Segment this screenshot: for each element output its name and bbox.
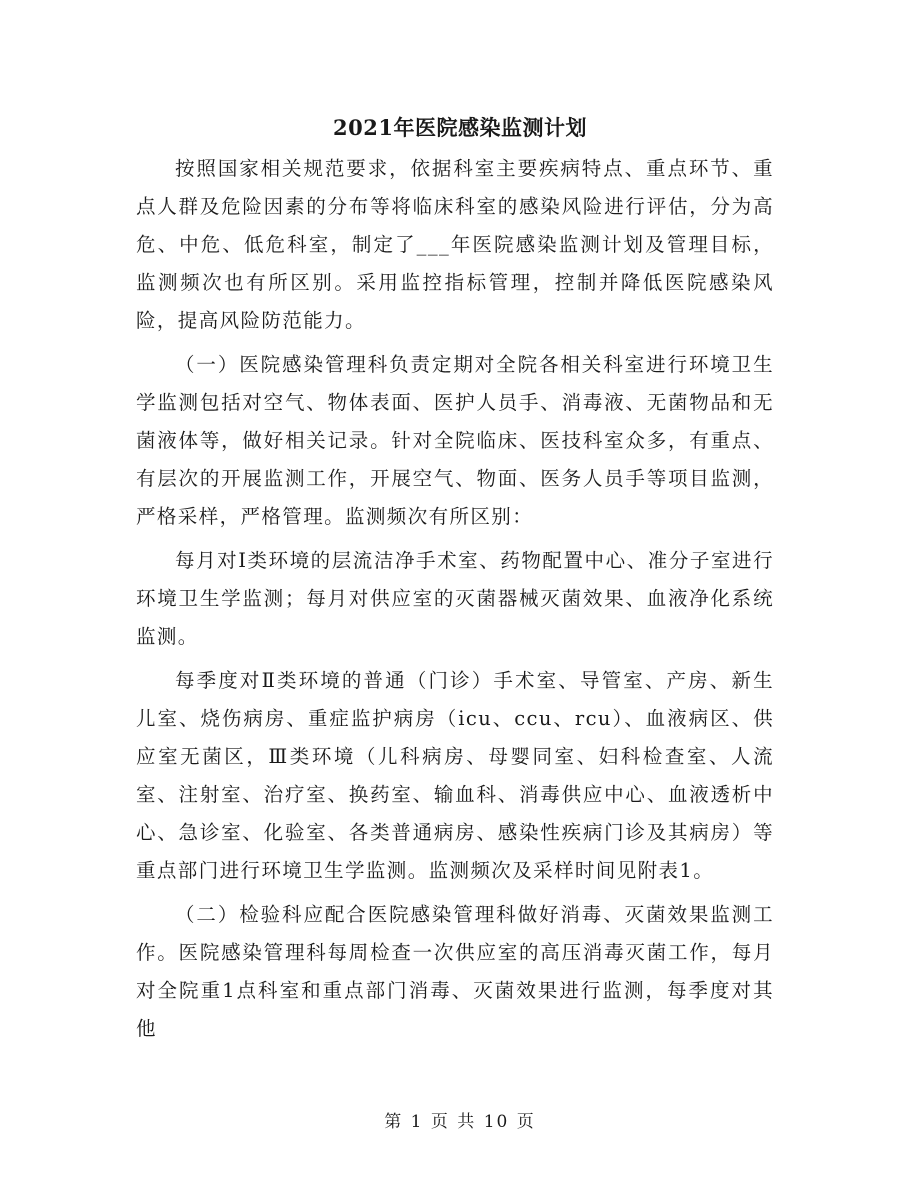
paragraph-intro: 按照国家相关规范要求，依据科室主要疾病特点、重点环节、重点人群及危险因素的分布等将临床科室的感染风险进行评估，分为高危、中危、低危科室，制定了___年医院感染监测计划及管理目标，监测频次也有所区别。采用监控指标管理，控制并降低医院感染风险，提高风险防范能力。 xyxy=(136,157,774,332)
paragraph-quarterly-monitoring: 每季度对Ⅱ类环境的普通（门诊）手术室、导管室、产房、新生儿室、烧伤病房、重症监护病房（icu、ccu、rcu）、血液病区、供应室无菌区，Ⅲ类环境（儿科病房、母婴同室、妇科检查室、人流室、注射室、治疗室、换药室、输血科、消毒供应中心、血液透析中心、急诊室、化验室、各类普通病房、感染性疾病门诊及其病房）等重点部门进行环境卫生学监测。监测频次及采样时间见附表1。 xyxy=(136,669,774,882)
paragraph-section-2: （二）检验科应配合医院感染管理科做好消毒、灭菌效果监测工作。医院感染管理科每周检查一次供应室的高压消毒灭菌工作，每月对全院重1点科室和重点部门消毒、灭菌效果进行监测，每季度对其他 xyxy=(136,903,774,1040)
page-footer: 第 1 页 共 10 页 xyxy=(384,1112,536,1132)
document-title: 2021年医院感染监测计划 xyxy=(333,115,587,140)
document-body xyxy=(136,150,774,1048)
paragraph-section-1: （一）医院感染管理科负责定期对全院各相关科室进行环境卫生学监测包括对空气、物体表面、医护人员手、消毒液、无菌物品和无菌液体等，做好相关记录。针对全院临床、医技科室众多，有重点、有层次的开展监测工作，开展空气、物面、医务人员手等项目监测，严格采样，严格管理。监测频次有所区别： xyxy=(136,353,774,528)
paragraph-monthly-monitoring: 每月对Ⅰ类环境的层流洁净手术室、药物配置中心、准分子室进行环境卫生学监测；每月对供应室的灭菌器械灭菌效果、血液净化系统监测。 xyxy=(136,549,774,648)
